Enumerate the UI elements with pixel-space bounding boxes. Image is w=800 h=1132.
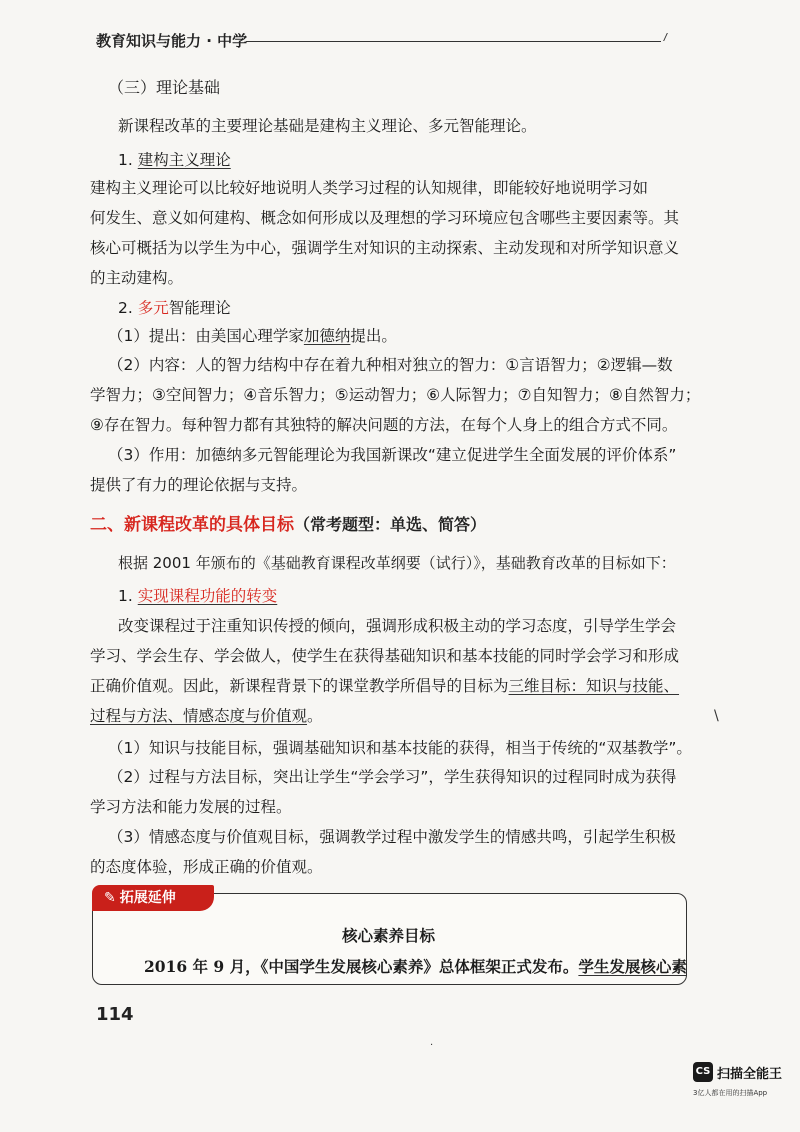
list-item-cont: 提供了有力的理论依据与支持。 (90, 476, 308, 494)
goal-item: （3）情感态度与价值观目标，强调教学过程中激发学生的情感共鸣，引起学生积极 (108, 828, 676, 846)
item-text: 提出。 (350, 327, 397, 345)
section-intro: 根据 2001 年颁布的《基础教育课程改革纲要（试行）》，基础教育改革的目标如下： (118, 554, 676, 572)
header-rule-end (657, 33, 668, 41)
extension-text-body: 2016 年 9 月，《中国学生发展核心素养》总体框架正式发布。 (144, 957, 579, 976)
subheading-number: 1. (118, 587, 133, 605)
subheading-curriculum-function (118, 584, 718, 606)
paragraph-line: 何发生、意义如何建构、概念如何形成以及理想的学习环境应包含哪些主要因素等。其 (90, 209, 680, 227)
goal-item: （2）过程与方法目标，突出让学生“学会学习”，学生获得知识的过程同时成为获得 (108, 768, 677, 786)
section-heading (90, 510, 486, 535)
list-item: （2）内容：人的智力结构中存在着九种相对独立的智力：①言语智力；②逻辑—数 (108, 356, 673, 374)
subheading-label: 建构主义理论 (137, 151, 231, 169)
section-intro: 新课程改革的主要理论基础是建构主义理论、多元智能理论。 (118, 117, 537, 135)
paragraph-emphasis: 三维目标：知识与技能、 (508, 677, 680, 695)
paragraph-line: 建构主义理论可以比较好地说明人类学习过程的认知规律，即能较好地说明学习如 (90, 179, 649, 197)
pencil-icon: ✎ (104, 890, 116, 906)
subheading-multiple-intelligences (118, 296, 718, 318)
paragraph-text: 正确价值观。因此，新课程背景下的课堂教学所倡导的目标为 (90, 677, 509, 695)
extension-title: 核心素养目标 (341, 927, 435, 945)
section-title: （三）理论基础 (108, 78, 221, 97)
goal-item-cont: 的态度体验，形成正确的价值观。 (90, 858, 323, 876)
scan-mark: \ (714, 708, 719, 724)
scanner-tagline: 3亿人都在用的扫描App (693, 1089, 768, 1097)
subheading-label-red: 多元 (137, 299, 169, 317)
list-item-cont: ⑨存在智力。每种智力都有其独特的解决问题的方法，在每个人身上的组合方式不同。 (90, 416, 678, 434)
subheading-number: 1. (118, 151, 133, 169)
subheading-label-rest: 智能理论 (168, 299, 231, 317)
item-emphasis: 加德纳 (303, 327, 351, 345)
extension-text (144, 955, 687, 977)
extension-tag (92, 885, 214, 911)
paragraph-emphasis: 过程与方法、情感态度与价值观 (90, 707, 308, 725)
paragraph-line: 的主动建构。 (90, 269, 184, 287)
item-text: （1）提出：由美国心理学家 (108, 327, 304, 345)
paragraph-line: 改变课程过于注重知识传授的倾向，强调形成积极主动的学习态度，引导学生学会 (118, 617, 677, 635)
paragraph-line: 学习、学会生存、学会做人，使学生在获得基础知识和基本技能的同时学会学习和形成 (90, 647, 680, 665)
paragraph-text: 。 (307, 707, 323, 725)
paragraph-line (90, 674, 690, 696)
page-number: 114 (96, 1004, 134, 1025)
scan-mark: · (430, 1040, 434, 1051)
extension-text-emphasis: 学生发展核心素 (578, 957, 687, 976)
running-header (96, 30, 676, 50)
header-title: 教育知识与能力 · 中学 (96, 32, 248, 50)
subheading-label: 实现课程功能的转变 (137, 587, 278, 605)
extension-tag-label: 拓展延伸 (119, 890, 176, 906)
goal-item: （1）知识与技能目标，强调基础知识和基本技能的获得，相当于传统的“双基教学”。 (108, 739, 692, 757)
goal-item-cont: 学习方法和能力发展的过程。 (90, 798, 292, 816)
subheading-number: 2. (118, 299, 133, 317)
paragraph-line: 核心可概括为以学生为中心，强调学生对知识的主动探索、主动发现和对所学知识意义 (90, 239, 680, 257)
header-rule (246, 41, 661, 42)
list-item (108, 324, 708, 346)
section-heading-note: （常考题型：单选、简答） (294, 515, 487, 534)
section-heading-text: 二、新课程改革的具体目标 (90, 515, 294, 535)
list-item-cont: 学智力；③空间智力；④音乐智力；⑤运动智力；⑥人际智力；⑦自知智力；⑧自然智力； (90, 386, 701, 404)
scanner-logo-icon: CS (693, 1062, 713, 1082)
list-item: （3）作用：加德纳多元智能理论为我国新课改“建立促进学生全面发展的评价体系” (108, 446, 677, 464)
scanner-name: 扫描全能王 (717, 1067, 783, 1082)
paragraph-line (90, 704, 690, 726)
subheading-constructivism (118, 148, 718, 170)
